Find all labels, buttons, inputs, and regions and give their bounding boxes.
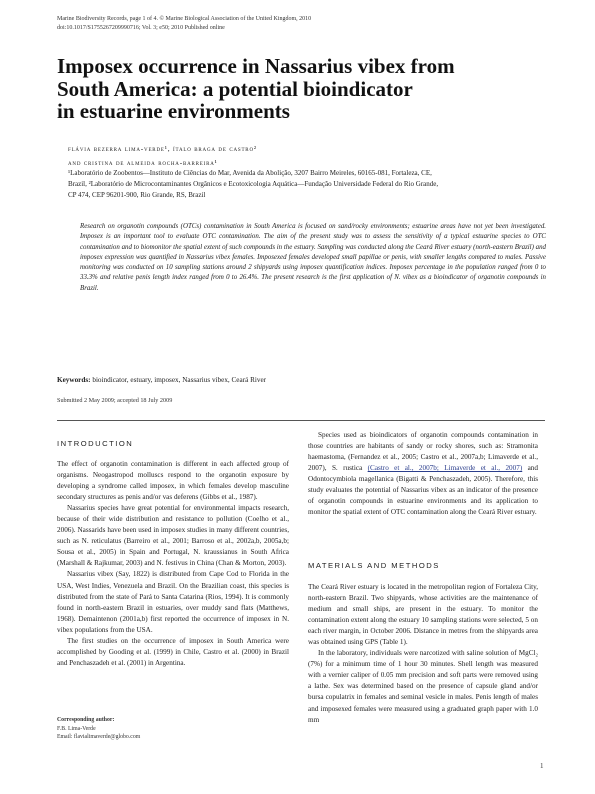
intro-continued-text-a: Species used as bioindicators of organotin compounds contamination in those countries are habitants of sandy or rocky shores, such as: Stramonita haemastoma, (Fernandez et al., 2005; Castro et al., 2007a,b; Limaverde et al., 2007), S. rustica <box>308 431 538 473</box>
affiliation-line3: CP 474, CEP 96201-900, Rio Grande, RS, Brazil <box>68 191 206 199</box>
authors-line1: flávia bezerra lima-verde¹, ítalo braga de castro² <box>68 144 257 153</box>
intro-paragraph-3: Nassarius vibex (Say, 1822) is distributed from Cape Cod to Florida in the USA, West Indies, Venezuela and Brazil. On the Brazilian coast, this species is distributed from the state of Pará to Santa Catarina (Rios, 1994). It is commonly found in north-eastern Brazil in estuaries, over muddy sand flats (Matthews, 1968). Demaintenon (2001a,b) first reported the occurrence of imposex in N. vibex populations from the USA. <box>57 570 289 634</box>
intro-column <box>57 459 289 669</box>
keywords-label: Keywords: <box>57 376 91 384</box>
abstract: Research on organotin compounds (OTCs) contamination in South America is focused on sand/rocky environments; estuarine areas have not yet been investigated. Imposex is an important tool to evaluate OTC contamination. The aim of the present study was to assess the sensitivity of a typical estuarine species to OTC contamination and to biomonitor the spatial extent of such compounds in the estuary. Sampling was conducted along the Ceará River estuary (north-eastern Brazil) and imposex expression was quantified in Nassarius vibex females. Imposexed females developed small papillae or penis, with smaller lengths compared to males. Passive monitoring was conducted on 10 sampling stations around 2 shipyards using imposex quantification indices. Imposex percentage in the population ranged from 0 to 33.3% and relative penis length index ranged from 0 to 26.4%. The present research is the first application of N. vibex as a bioindicator of organotin compounds in Brazil. <box>80 223 546 292</box>
correspondence-email[interactable]: Email: flavialimaverde@globo.com <box>57 734 141 741</box>
authors-line2: and cristina de almeida rocha-barreira¹ <box>68 158 218 167</box>
article-title <box>57 55 547 123</box>
submission-dates: Submitted 2 May 2009; accepted 18 July 2009 <box>57 397 173 404</box>
intro-continued-paragraph <box>308 430 538 518</box>
intro-paragraph-1: The effect of organotin contamination is different in each affected group of organisms. Neogastropod molluscs respond to the organotin exposure by developing a syndrome called imposex, in which females develop masculine secondary structures as penis and/or vas deferens (Gibbs et al., 1987). <box>57 460 289 502</box>
intro-continued-text-b: and Odontocymbiola magellanica (Bigatti & Penchaszadeh, 2005). Therefore, this study evaluates the potential of Nassarius vibex as an indicator of the presence of organotin compounds in estuarine environments and its application to monitor the spatial extent of OTC contamination along the Ceará River estuary. <box>308 464 538 517</box>
keywords-text: bioindicator, estuary, imposex, Nassarius vibex, Ceará River <box>92 376 267 384</box>
title-line2: South America: a potential bioindicator <box>57 76 413 101</box>
title-line3: in estuarine environments <box>57 99 290 123</box>
section-divider <box>57 420 545 421</box>
methods-heading: MATERIALS AND METHODS <box>308 561 440 570</box>
affiliations <box>68 168 548 201</box>
citation-link[interactable]: (Castro et al., 2007b; Limaverde et al., 2007) <box>367 464 523 473</box>
journal-header-line1: Marine Biodiversity Records, page 1 of 4. © Marine Biological Association of the United Kingdom, 2010 <box>57 16 312 22</box>
page-number: 1 <box>540 762 544 770</box>
intro-paragraph-4: The first studies on the occurrence of imposex in South America were accomplished by Gooding et al. (1999) in Chile, Castro et al. (2000) in Brazil and Penchaszadeh et al. (2001) in Argentina. <box>57 636 289 667</box>
methods-column <box>308 582 538 726</box>
affiliation-line1: ¹Laboratório de Zoobentos—Instituto de Ciências do Mar, Avenida da Abolição, 3207 Bairro Meireles, 60165-081, Fortaleza, CE, <box>68 169 432 177</box>
correspondence <box>57 716 140 742</box>
correspondence-name: F.B. Lima-Verde <box>57 725 96 732</box>
affiliation-line2: Brazil, ²Laboratório de Microcontaminantes Orgânicos e Ecotoxicologia Aquática—Fundação Universidade Federal do Rio Grande, <box>68 180 439 188</box>
title-line1: Imposex occurrence in Nassarius vibex from <box>57 54 455 78</box>
correspondence-label: Corresponding author: <box>57 717 115 723</box>
author-list <box>68 142 257 170</box>
intro-paragraph-2: Nassarius species have great potential for environmental impacts research, because of their wide distribution and resistance to pollution (Coelho et al., 2006). Nassarids have been used in imposex studies in many different countries, such as N. reticulatus (Barreiro et al., 2001; Barroso et al., 2002a,b, 2005a,b; Sousa et al., 2005) in Spain and Portugal, N. kraussianus in South Africa (Marshall & Rajkumar, 2003) and N. festivus in China (Chan & Morton, 2003). <box>57 504 289 568</box>
intro-continued-column <box>308 430 538 518</box>
journal-header <box>57 15 311 33</box>
intro-heading: INTRODUCTION <box>57 439 134 448</box>
keywords <box>57 376 266 384</box>
methods-paragraph-2: In the laboratory, individuals were narcotized with saline solution of MgCl₂ (7%) for a minimum time of 1 hour 30 minutes. Shell length was measured with a vernier caliper of 0.05 mm precision and soft parts were removed using a lathe. Sex was determined based on the presence of capsule gland and/or bursa copulatrix in females and seminal vesicle in males. Penis length of males and imposexed females were measured using a graduated graph paper with 1.0 mm <box>308 649 538 724</box>
methods-paragraph-1: The Ceará River estuary is located in the metropolitan region of Fortaleza City, north-eastern Brazil. Two shipyards, whose activities are the maintenance of medium and small ships, are present in the estuary. To monitor the contamination extent along the estuary 10 sampling stations were selected, 5 on each river margin, in October 2006. Distance in metres from the shipyards area was obtained using GPS (Table 1). <box>308 583 538 647</box>
journal-header-line2: doi:10.1017/S1755267209990716; Vol. 3; e50; 2010 Published online <box>57 25 225 31</box>
